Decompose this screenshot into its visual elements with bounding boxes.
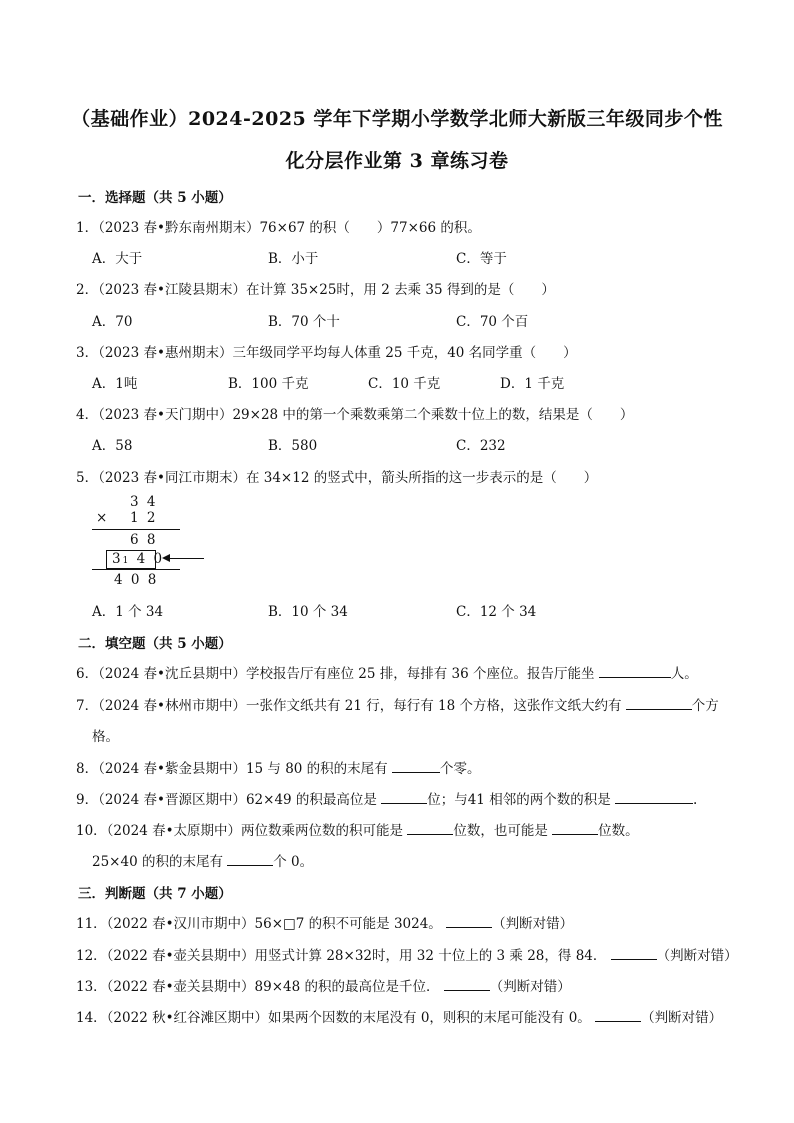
q2-option-c: C．70 个百 xyxy=(456,314,529,330)
vertical-row-product: 4 0 8 xyxy=(114,572,159,588)
carry-digit: 1 xyxy=(122,556,131,566)
question-8: 8．（2024 春•紫金县期中）15 与 80 的积的末尾有 个零。 xyxy=(76,761,481,777)
question-5: 5．（2023 春•同江市期末）在 34×12 的竖式中，箭头所指的这一步表示的是（ ） xyxy=(76,470,598,486)
q13-answer-blank[interactable] xyxy=(444,978,490,991)
q9-answer-blank-2[interactable] xyxy=(615,791,693,804)
q12-answer-blank[interactable] xyxy=(611,947,657,960)
title-line-2: 化分层作业第 3 章练习卷 xyxy=(285,150,509,172)
q7-answer-blank[interactable] xyxy=(626,697,692,710)
q10-answer-blank-1[interactable] xyxy=(407,822,453,835)
q3-option-c: C．10 千克 xyxy=(368,376,441,392)
question-1: 1．（2023 春•黔东南州期末）76×67 的积（ ）77×66 的积。 xyxy=(76,220,481,236)
q6-answer-blank[interactable] xyxy=(599,665,671,678)
question-9: 9．（2024 春•晋源区期中）62×49 的积最高位是 位；与41 相邻的两个数的积是 . xyxy=(76,792,698,808)
vertical-rule-2 xyxy=(92,569,180,570)
q8-answer-blank[interactable] xyxy=(392,760,440,773)
q1-option-b: B．小于 xyxy=(268,251,319,267)
question-2: 2．（2023 春•江陵县期末）在计算 35×25时，用 2 去乘 35 得到的是（ ） xyxy=(76,282,555,298)
q1-option-a: A．大于 xyxy=(92,251,143,267)
question-10: 10．（2024 春•太原期中）两位数乘两位数的积可能是 位数，也可能是 位数。 xyxy=(76,823,639,839)
question-4: 4．（2023 春•天门期中）29×28 中的第一个乘数乘第二个乘数十位上的数，结果是（ ） xyxy=(76,407,634,423)
arrow-shaft xyxy=(164,558,204,559)
question-3: 3．（2023 春•惠州期末）三年级同学平均每人体重 25 千克，40 名同学重（ ） xyxy=(76,345,577,361)
question-11: 11．（2022 春•汉川市期中）56×□7 的积不可能是 3024。 （判断对错） xyxy=(76,916,574,932)
question-13: 13．（2022 春•壶关县期中）89×48 的积的最高位是千位． （判断对错） xyxy=(76,979,571,995)
question-7-continued: 格。 xyxy=(92,729,119,745)
question-6: 6．（2024 春•沈丘县期中）学校报告厅有座位 25 排，每排有 36 个座位。报告厅能坐 人。 xyxy=(76,666,698,682)
q5-option-c: C．12 个 34 xyxy=(456,604,537,620)
vertical-row-multiplicand: 3 4 xyxy=(130,494,158,510)
section-heading-fill: 二．填空题（共 5 小题） xyxy=(78,636,232,652)
vertical-row-multiplier: 1 2 xyxy=(130,510,158,526)
question-10-continued: 25×40 的积的末尾有 个 0。 xyxy=(92,854,314,870)
q3-option-a: A．1吨 xyxy=(92,376,138,392)
vertical-row-partial-2: 31 4 0 xyxy=(112,551,165,567)
question-7: 7．（2024 春•林州市期中）一张作文纸共有 21 行，每行有 18 个方格，这张作文纸大约有 个方 xyxy=(76,698,719,714)
vertical-row-partial-1: 6 8 xyxy=(130,532,158,548)
q11-answer-blank[interactable] xyxy=(446,915,492,928)
section-heading-choice: 一．选择题（共 5 小题） xyxy=(78,190,232,206)
vertical-rule-1 xyxy=(92,529,180,530)
q2-option-a: A．70 xyxy=(92,314,133,330)
question-12: 12．（2022 春•壶关县期中）用竖式计算 28×32时，用 32 十位上的 3 乘 28，得 84． （判断对错） xyxy=(76,948,738,964)
q4-option-c: C．232 xyxy=(456,438,506,454)
q3-option-b: B．100 千克 xyxy=(228,376,309,392)
q14-answer-blank[interactable] xyxy=(595,1009,641,1022)
vertical-multiplication-figure xyxy=(88,492,208,588)
q10-answer-blank-2[interactable] xyxy=(552,822,598,835)
q10-answer-blank-3[interactable] xyxy=(227,853,273,866)
q1-option-c: C．等于 xyxy=(456,251,507,267)
q5-option-b: B．10 个 34 xyxy=(268,604,348,620)
q5-option-a: A．1 个 34 xyxy=(92,604,164,620)
q4-option-b: B．580 xyxy=(268,438,318,454)
q3-option-d: D．1 千克 xyxy=(500,376,565,392)
question-14: 14．（2022 秋•红谷滩区期中）如果两个因数的末尾没有 0，则积的末尾可能没有 0。 （判断对错） xyxy=(76,1010,723,1026)
section-heading-judge: 三．判断题（共 7 小题） xyxy=(78,886,232,902)
q9-answer-blank-1[interactable] xyxy=(381,791,427,804)
q4-option-a: A．58 xyxy=(92,438,133,454)
title-line-1: （基础作业）2024-2025 学年下学期小学数学北师大新版三年级同步个性 xyxy=(71,108,723,130)
q2-option-b: B．70 个十 xyxy=(268,314,340,330)
vertical-times-sign: × xyxy=(96,510,110,526)
